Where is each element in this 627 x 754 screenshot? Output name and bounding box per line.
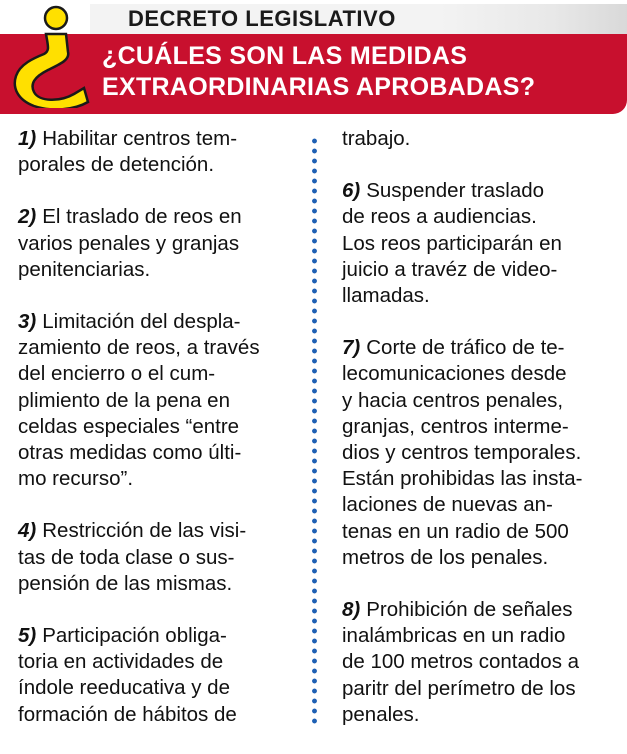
title-line-2: EXTRAORDINARIAS APROBADAS? [102,73,536,101]
measure-line: de 100 metros contados a [342,650,580,674]
measure-line: juicio a travéz de video- [342,257,558,281]
measure-line: porales de detención. [18,153,215,177]
measure-7 [342,335,624,571]
measure-number: 5) [18,624,37,648]
measure-line: El traslado de reos en [42,205,242,229]
measure-line: Habilitar centros tem- [42,127,238,150]
measure-line: granjas, centros interme- [342,414,569,438]
measure-line: mo recurso”. [18,467,134,491]
measure-line: tas de toda clase o sus- [18,545,235,569]
measure-line: Los reos participarán en [342,231,562,255]
measure-line: Restricción de las visi- [42,519,247,543]
measure-line: toria en actividades de [18,650,224,674]
measure-line: zamiento de reos, a través [18,336,260,360]
measure-line: llamadas. [342,284,430,308]
measure-line: metros de los penales. [342,545,549,569]
measure-line: plimiento de la pena en [18,388,230,412]
measure-line: Corte de tráfico de te- [366,336,565,360]
right-column [342,126,624,754]
measure-number: 4) [18,519,37,543]
measure-number: 3) [18,310,37,334]
measure-number: 2) [18,205,37,229]
inverted-question-mark-icon [8,4,96,108]
measure-1 [18,126,300,178]
measure-4 [18,518,300,597]
measure-line: trabajo. [342,127,411,150]
measure-line: inalámbricas en un radio [342,624,566,648]
kicker-label: DECRETO LEGISLATIVO [128,6,396,31]
header [0,0,627,114]
measure-line: penales. [342,702,420,726]
measure-5 [18,623,300,728]
measure-line: penitenciarias. [18,257,151,281]
dotted-divider [312,136,317,726]
measure-line: dios y centros temporales. [342,441,582,465]
title-line-1: ¿CUÁLES SON LAS MEDIDAS [102,42,468,70]
measure-3 [18,309,300,492]
measure-line: paritr del perímetro de los [342,676,576,700]
measure-line: Prohibición de señales [366,598,573,622]
measure-line: celdas especiales “entre [18,414,240,438]
kicker-shade [440,4,627,34]
measure-line: índole reeducativa y de [18,676,230,700]
measure-line: del encierro o el cum- [18,362,216,386]
measure-line: Limitación del despla- [42,310,241,334]
measure-6 [342,178,624,309]
measure-number: 7) [342,336,361,360]
measure-line: de reos a audiencias. [342,205,537,229]
measure-line: lecomunicaciones desde [342,362,567,386]
measure-line: formación de hábitos de [18,702,237,726]
measure-line: Están prohibidas las insta- [342,467,583,491]
measure-number: 1) [18,127,37,150]
measure-line: pensión de las mismas. [18,571,233,595]
measure-line: laciones de nuevas an- [342,493,553,517]
measure-line: tenas en un radio de 500 [342,519,569,543]
left-column [18,126,300,754]
measure-number: 8) [342,598,361,622]
measure-8 [342,597,624,728]
measure-line: y hacia centros penales, [342,388,564,412]
measure-number: 6) [342,179,361,203]
measure-line: Suspender traslado [366,179,545,203]
measure-5-continued [342,126,624,152]
measure-line: varios penales y granjas [18,231,240,255]
measure-line: otras medidas como últi- [18,441,242,465]
measure-2 [18,204,300,283]
measure-line: Participación obliga- [42,624,227,648]
